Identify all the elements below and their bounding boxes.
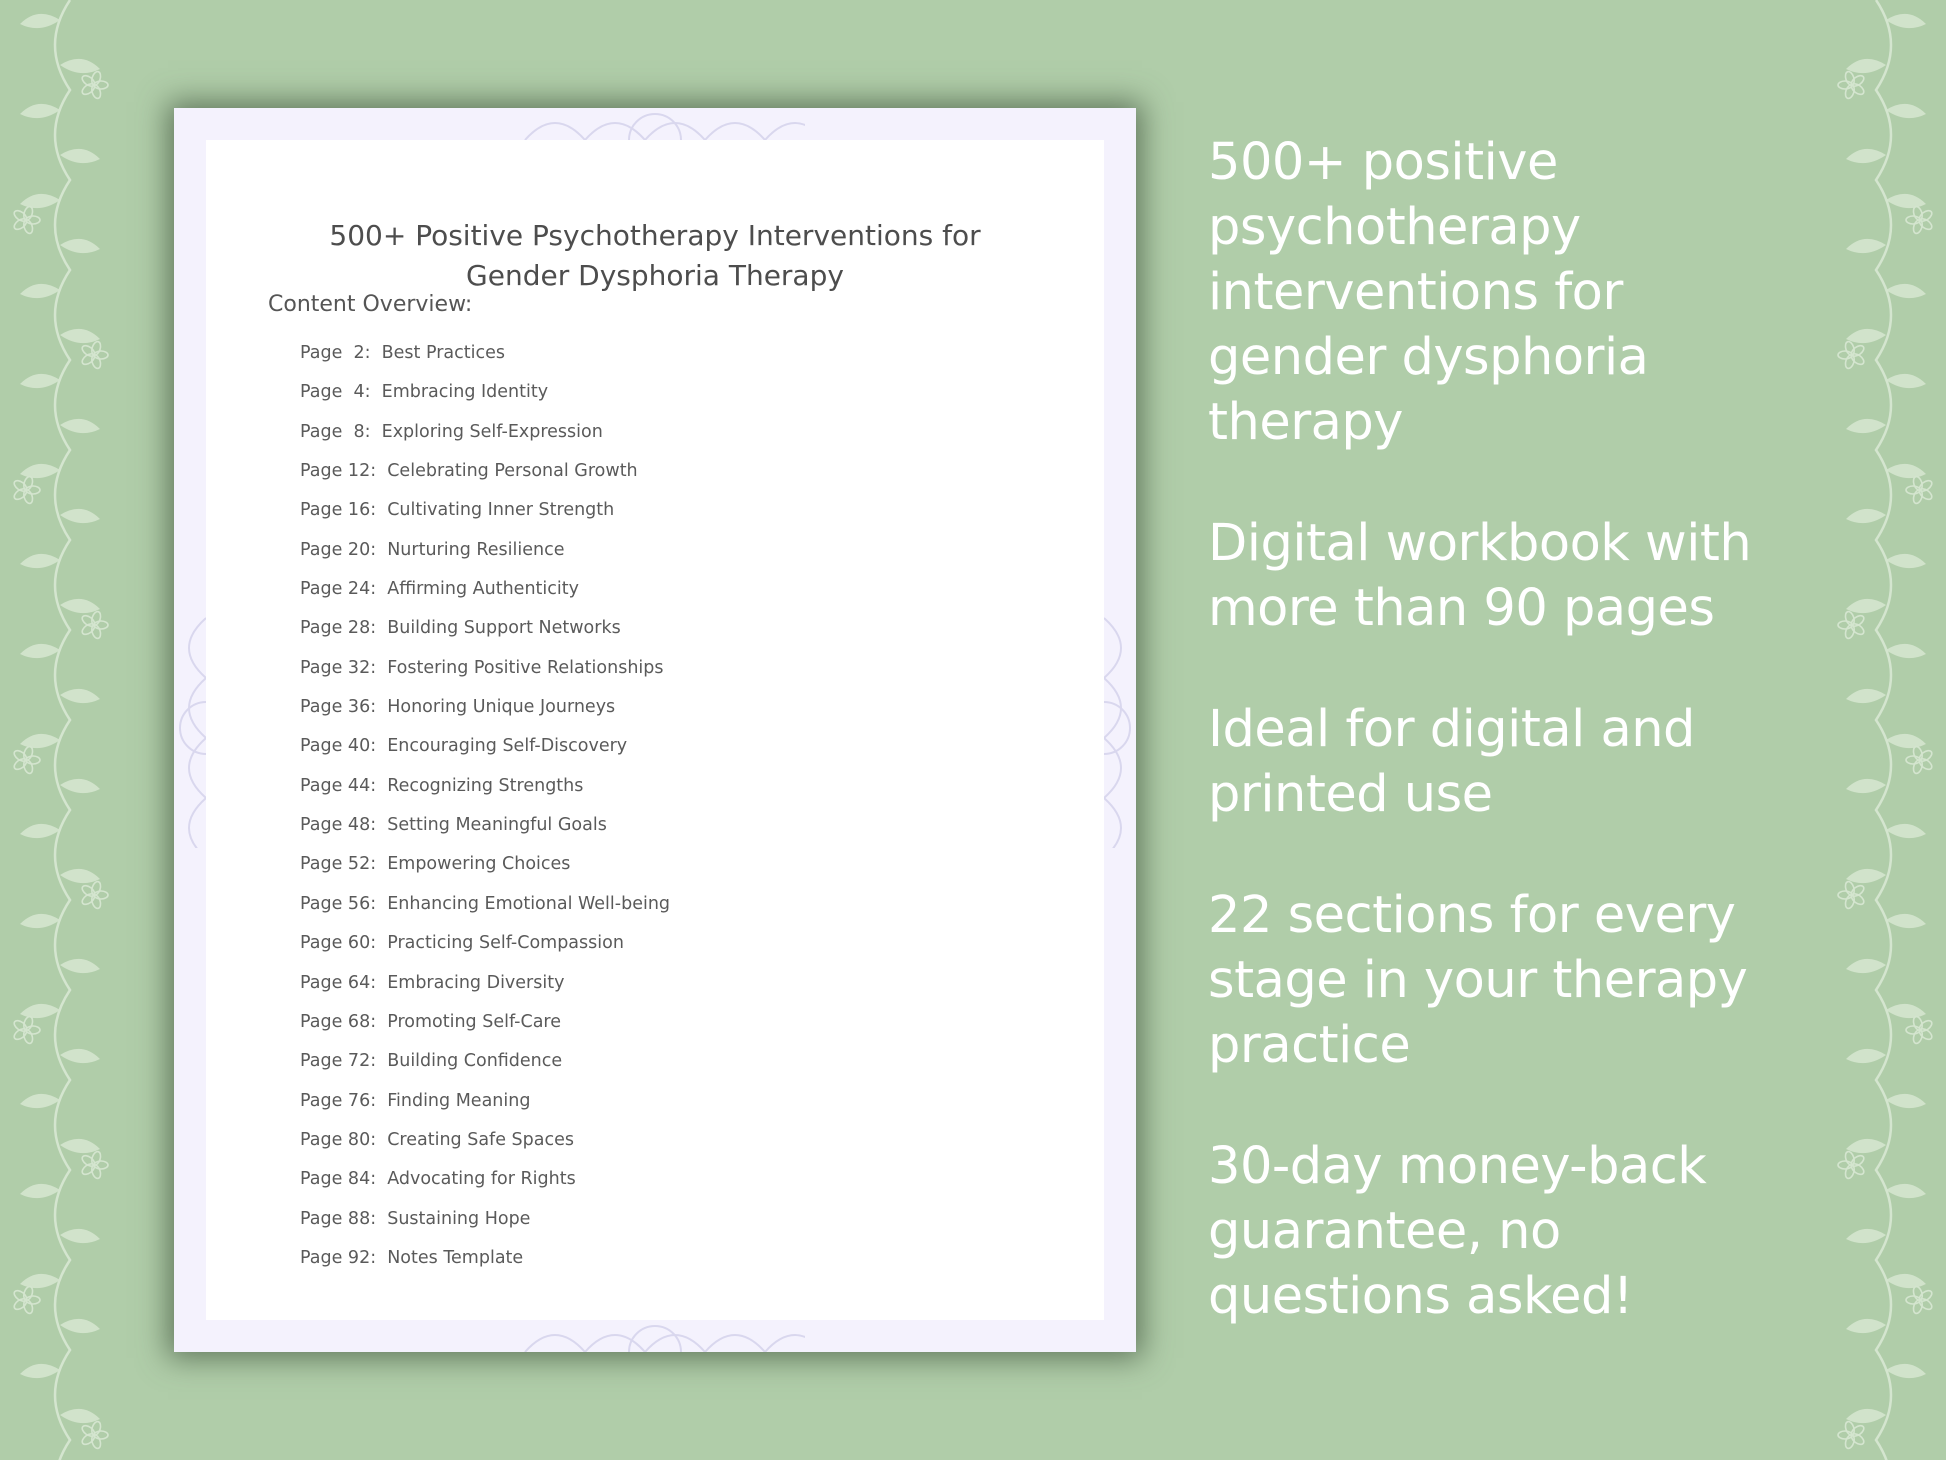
toc-item: Page 48: Setting Meaningful Goals xyxy=(300,815,607,836)
feature-line: 22 sections for every xyxy=(1208,886,1736,945)
feature-line: practice xyxy=(1208,1016,1411,1075)
toc-item: Page 72: Building Confidence xyxy=(300,1051,563,1072)
document-title xyxy=(206,216,1104,296)
toc-item: Page 80: Creating Safe Spaces xyxy=(300,1129,574,1150)
feature-line: gender dysphoria xyxy=(1208,328,1649,387)
feature-list xyxy=(1208,130,1908,1385)
feature-line: more than 90 pages xyxy=(1208,579,1715,638)
toc-item: Page 24: Affirming Authenticity xyxy=(300,579,579,600)
feature-line: therapy xyxy=(1208,393,1403,452)
toc-item: Page 8: Exploring Self-Expression xyxy=(300,421,603,442)
feature-line: Digital workbook with xyxy=(1208,514,1752,573)
feature-text xyxy=(1208,130,1908,455)
feature-line: 500+ positive xyxy=(1208,133,1558,192)
floral-vine-left xyxy=(0,0,130,1460)
toc-item: Page 52: Empowering Choices xyxy=(300,854,571,875)
toc-item: Page 28: Building Support Networks xyxy=(300,618,621,639)
feature-line: printed use xyxy=(1208,765,1493,824)
toc-item: Page 4: Embracing Identity xyxy=(300,382,549,403)
feature-text xyxy=(1208,697,1908,827)
document-title-line: 500+ Positive Psychotherapy Interventions for xyxy=(329,219,981,252)
mandala-ornament-top xyxy=(505,108,805,140)
feature-text xyxy=(1208,883,1908,1078)
feature-line: questions asked! xyxy=(1208,1267,1633,1326)
document-page xyxy=(206,140,1104,1320)
feature-text xyxy=(1208,1134,1908,1329)
toc-item: Page 12: Celebrating Personal Growth xyxy=(300,461,638,482)
toc-item: Page 76: Finding Meaning xyxy=(300,1090,531,1111)
toc-item: Page 88: Sustaining Hope xyxy=(300,1208,531,1229)
document-title-line: Gender Dysphoria Therapy xyxy=(466,259,844,292)
table-of-contents xyxy=(300,343,670,1287)
toc-item: Page 16: Cultivating Inner Strength xyxy=(300,500,615,521)
mandala-ornament-left xyxy=(174,608,206,848)
content-overview-label: Content Overview: xyxy=(268,292,473,317)
feature-line: stage in your therapy xyxy=(1208,951,1748,1010)
toc-item: Page 60: Practicing Self-Compassion xyxy=(300,933,624,954)
feature-line: psychotherapy xyxy=(1208,198,1581,257)
toc-item: Page 92: Notes Template xyxy=(300,1247,524,1268)
document-preview xyxy=(174,108,1136,1352)
toc-item: Page 84: Advocating for Rights xyxy=(300,1169,576,1190)
toc-item: Page 2: Best Practices xyxy=(300,343,505,363)
toc-item: Page 40: Encouraging Self-Discovery xyxy=(300,736,628,757)
mandala-ornament-right xyxy=(1104,608,1136,848)
feature-line: Ideal for digital and xyxy=(1208,700,1695,759)
feature-line: guarantee, no xyxy=(1208,1202,1561,1261)
mandala-ornament-bottom xyxy=(505,1320,805,1352)
toc-item: Page 68: Promoting Self-Care xyxy=(300,1011,561,1032)
toc-item: Page 36: Honoring Unique Journeys xyxy=(300,697,616,718)
feature-text xyxy=(1208,511,1908,641)
toc-item: Page 56: Enhancing Emotional Well-being xyxy=(300,893,671,914)
toc-item: Page 20: Nurturing Resilience xyxy=(300,539,565,560)
feature-line: interventions for xyxy=(1208,263,1623,322)
feature-line: 30-day money-back xyxy=(1208,1137,1707,1196)
toc-item: Page 64: Embracing Diversity xyxy=(300,972,565,993)
toc-item: Page 44: Recognizing Strengths xyxy=(300,775,584,796)
toc-item: Page 32: Fostering Positive Relationships xyxy=(300,657,664,678)
